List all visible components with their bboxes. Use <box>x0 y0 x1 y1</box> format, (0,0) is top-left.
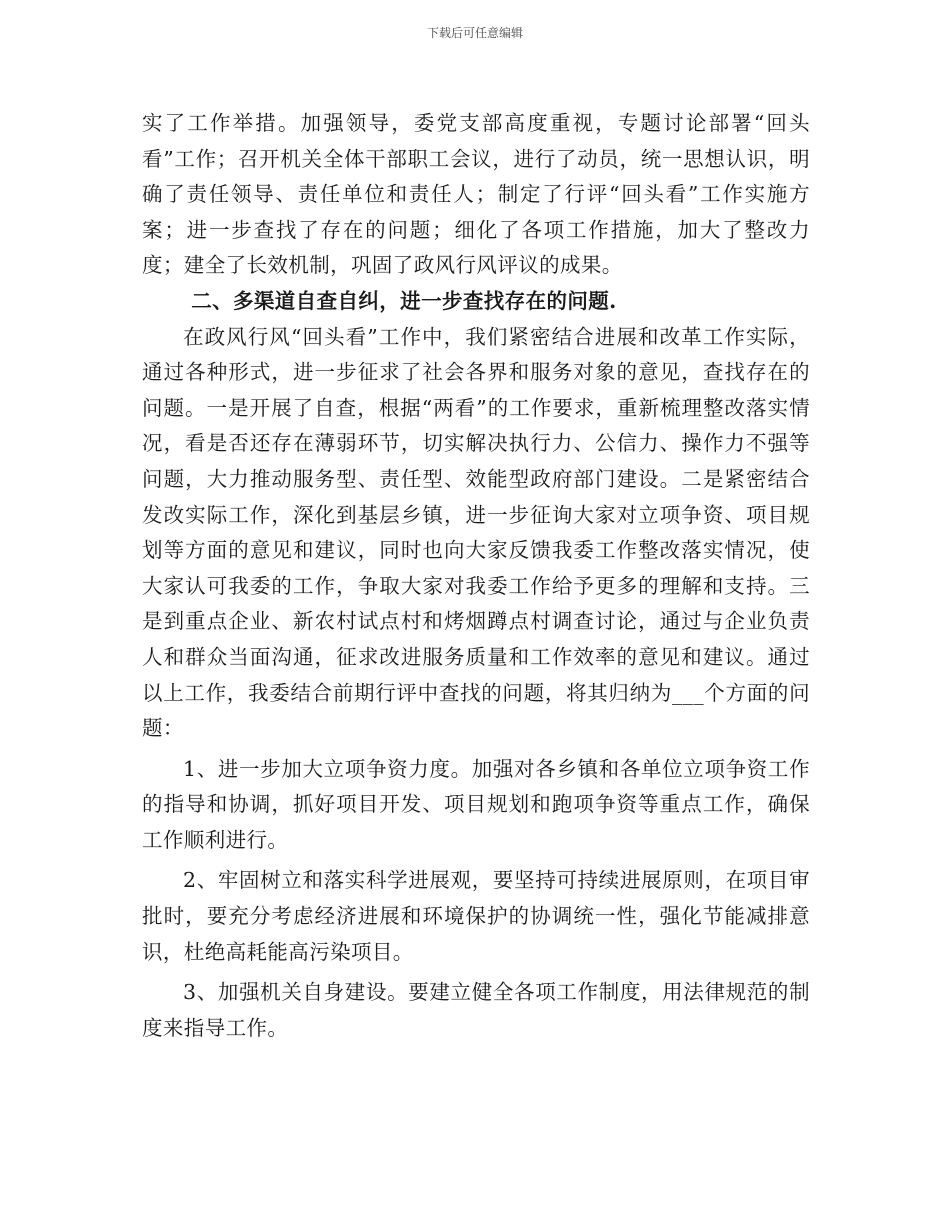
list-item-2: 2、牢固树立和落实科学进展观，要坚持可持续进展原则，在项目审批时，要充分考虑经济进展和环境保护的协调统一性，强化节能减排意识，杜绝高耗能高污染项目。 <box>142 868 810 964</box>
section-heading: 二、多渠道自查自纠，进一步查找存在的问题. <box>191 288 617 313</box>
list-item-3: 3、加强机关自身建设。要建立健全各项工作制度，用法律规范的制度来指导工作。 <box>142 980 810 1040</box>
page-header-note: 下载后可任意编辑 <box>426 26 523 40</box>
main-paragraph: 在政风行风“回头看”工作中，我们紧密结合进展和改革工作实际，通过各种形式，进一步征求了社会各界和服务对象的意见，查找存在的问题。一是开展了自查，根据“两看”的工作要求，重新梳理整改落实情况，看是否还存在薄弱环节，切实解决执行力、公信力、操作力不强等问题，大力推动服务型、责任型、效能型政府部门建设。二是紧密结合发改实际工作，深化到基层乡镇，进一步征询大家对立项争资、项目规划等方面的意见和建议，同时也向大家反馈我委工作整改落实情况，使大家认可我委的工作，争取大家对我委工作给予更多的理解和支持。三是到重点企业、新农村试点村和烤烟蹲点村调查讨论，通过与企业负责人和群众当面沟通，征求改进服务质量和工作效率的意见和建议。通过以上工作，我委结合前期行评中查找的问题，将其归纳为___个方面的问题： <box>142 324 810 741</box>
document-body <box>142 106 810 1046</box>
intro-paragraph: 实了工作举措。加强领导，委党支部高度重视，专题讨论部署“回头看”工作；召开机关全体干部职工会议，进行了动员，统一思想认识，明确了责任领导、责任单位和责任人；制定了行评“回头看”工作实施方案；进一步查找了存在的问题；细化了各项工作措施，加大了整改力度；建全了长效机制，巩固了政风行风评议的成果。 <box>142 111 810 278</box>
list-item-1: 1、进一步加大立项争资力度。加强对各乡镇和各单位立项争资工作的指导和协调，抓好项目开发、项目规划和跑项争资等重点工作，确保工作顺利进行。 <box>142 756 810 852</box>
